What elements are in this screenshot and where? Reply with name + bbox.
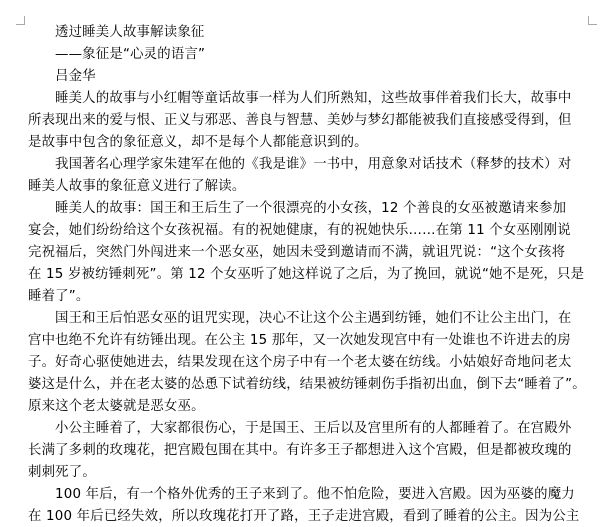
text-line: 在 15 岁被纺锤刺死”。第 12 个女巫听了她这样说了之后，为了挽回，就说“她不是死，只是 (28, 267, 585, 282)
text-line: 子。好奇心驱使她进去，结果发现在这个房子中有一个老太婆在纺线。小姑娘好奇地问老太 (28, 355, 572, 370)
text-line: 睡美人故事的象征意义进行了解读。 (28, 179, 246, 194)
text-line: 睡美人的故事：国王和王后生了一个很漂亮的小女孩，12 个善良的女巫被邀请来参加 (55, 201, 567, 216)
document-subtitle: ——象征是“心灵的语言” (55, 47, 206, 62)
text-line: 原来这个老太婆就是恶女巫。 (28, 399, 205, 414)
text-line: 刺刺死了。 (28, 465, 96, 480)
text-line: 完祝福后，突然门外闯进来一个恶女巫，她因未受到邀请而不满，就诅咒说：“这个女孩将 (28, 245, 566, 260)
text-line: 睡美人的故事与小红帽等童话故事一样为人们所熟知，这些故事伴着我们长大，故事中 (55, 91, 572, 106)
page-corner-mark-top-left (16, 16, 25, 25)
text-line: 宫中也绝不允许有纺锤出现。在公主 15 那年，又一次她发现宫中有一处谁也不许进去的房 (28, 333, 571, 348)
text-line: 婆这是什么，并在老太婆的怂恿下试着纺线，结果被纺锤刺伤手指初出血，倒下去“睡着了”。 (28, 377, 586, 392)
text-line: 所表现出来的爱与恨、正义与邪恶、善良与智慧、美妙与梦幻都能被我们直接感受得到，但 (28, 113, 572, 128)
document-title: 透过睡美人故事解读象征 (55, 25, 205, 40)
page-corner-mark-top-right (588, 16, 597, 25)
text-line: 在 100 年后已经失效，所以玫瑰花打开了路，王子走进宫殿，看到了睡着的公主。因为公主 (28, 509, 580, 524)
text-line: 我国著名心理学家朱建军在他的《我是谁》一书中，用意象对话技术（释梦的技术）对 (55, 157, 572, 172)
document-author: 吕金华 (55, 69, 96, 84)
text-line: 睡着了”。 (28, 289, 90, 304)
text-line: 宴会，她们纷纷给这个女孩祝福。有的祝她健康，有的祝她快乐……在第 11 个女巫刚刚说 (28, 223, 571, 238)
text-line: 小公主睡着了，大家都很伤心，于是国王、王后以及宫里所有的人都睡着了。在宫殿外 (55, 421, 572, 436)
text-line: 是故事中包含的象征意义，却不是每个人都能意识到的。 (28, 135, 368, 150)
text-line: 100 年后，有一个格外优秀的王子来到了。他不怕危险，要进入宫殿。因为巫婆的魔力 (55, 487, 575, 502)
text-line: 长满了多刺的玫瑰花，把宫殿包围在其中。有许多王子都想进入这个宫殿，但是都被玫瑰的 (28, 443, 572, 458)
text-line: 国王和王后怕恶女巫的诅咒实现，决心不让这个公主遇到纺锤，她们不让公主出门，在 (55, 311, 572, 326)
